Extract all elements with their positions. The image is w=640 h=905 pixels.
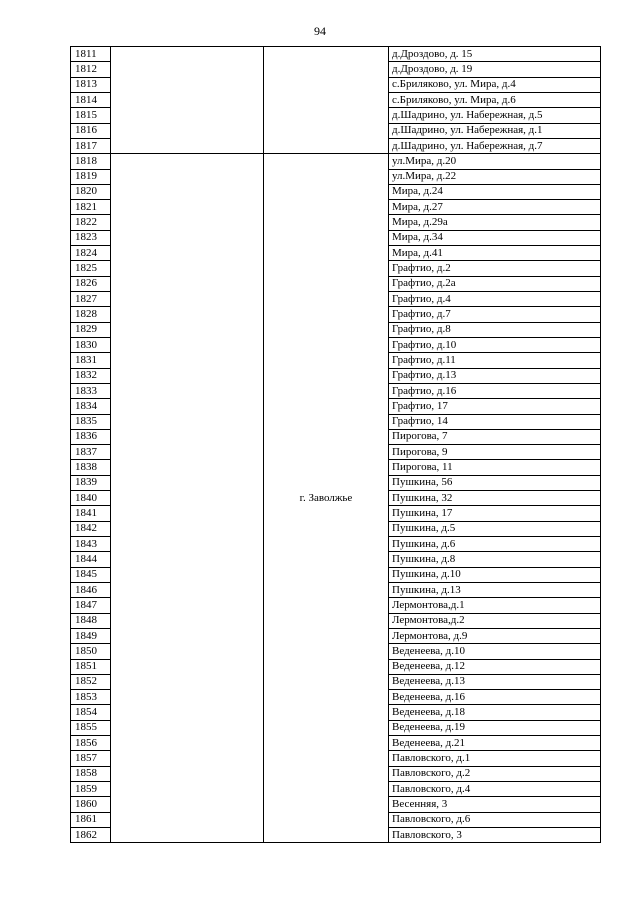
row-number-cell: 1857: [71, 751, 111, 766]
row-number-cell: 1846: [71, 582, 111, 597]
address-cell: Графтио, д.11: [389, 353, 601, 368]
row-number-cell: 1832: [71, 368, 111, 383]
address-cell: Графтио, д.2а: [389, 276, 601, 291]
row-number-cell: 1859: [71, 782, 111, 797]
address-cell: Павловского, д.4: [389, 782, 601, 797]
row-number-cell: 1845: [71, 567, 111, 582]
address-cell: ул.Мира, д.22: [389, 169, 601, 184]
address-cell: Пушкина, д.5: [389, 521, 601, 536]
address-cell: Пушкина, 32: [389, 491, 601, 506]
address-cell: д.Шадрино, ул. Набережная, д.5: [389, 108, 601, 123]
address-cell: Пушкина, д.10: [389, 567, 601, 582]
address-cell: Графтио, д.4: [389, 292, 601, 307]
address-cell: Павловского, д.2: [389, 766, 601, 781]
address-cell: д.Дроздово, д. 19: [389, 62, 601, 77]
address-cell: Веденеева, д.13: [389, 674, 601, 689]
address-cell: Веденеева, д.21: [389, 736, 601, 751]
address-cell: Павловского, д.1: [389, 751, 601, 766]
locality-cell: г. Заволжье: [264, 154, 389, 843]
row-number-cell: 1817: [71, 138, 111, 153]
address-cell: Мира, д.29а: [389, 215, 601, 230]
address-cell: с.Бриляково, ул. Мира, д.6: [389, 92, 601, 107]
row-number-cell: 1858: [71, 766, 111, 781]
address-cell: Мира, д.24: [389, 184, 601, 199]
row-number-cell: 1828: [71, 307, 111, 322]
address-cell: д.Дроздово, д. 15: [389, 47, 601, 62]
row-number-cell: 1851: [71, 659, 111, 674]
row-number-cell: 1833: [71, 383, 111, 398]
row-number-cell: 1855: [71, 720, 111, 735]
district-cell: [111, 47, 264, 154]
address-cell: Пирогова, 7: [389, 429, 601, 444]
row-number-cell: 1850: [71, 644, 111, 659]
address-cell: Веденеева, д.10: [389, 644, 601, 659]
row-number-cell: 1840: [71, 491, 111, 506]
row-number-cell: 1838: [71, 460, 111, 475]
address-cell: Графтио, д.8: [389, 322, 601, 337]
address-cell: Лермонтова,д.2: [389, 613, 601, 628]
row-number-cell: 1821: [71, 200, 111, 215]
row-number-cell: 1847: [71, 598, 111, 613]
row-number-cell: 1812: [71, 62, 111, 77]
row-number-cell: 1822: [71, 215, 111, 230]
row-number-cell: 1830: [71, 337, 111, 352]
address-cell: Веденеева, д.16: [389, 690, 601, 705]
row-number-cell: 1844: [71, 552, 111, 567]
row-number-cell: 1856: [71, 736, 111, 751]
row-number-cell: 1823: [71, 230, 111, 245]
row-number-cell: 1816: [71, 123, 111, 138]
address-cell: Графтио, д.10: [389, 337, 601, 352]
row-number-cell: 1843: [71, 537, 111, 552]
row-number-cell: 1814: [71, 92, 111, 107]
row-number-cell: 1829: [71, 322, 111, 337]
row-number-cell: 1853: [71, 690, 111, 705]
row-number-cell: 1839: [71, 475, 111, 490]
address-cell: ул.Мира, д.20: [389, 154, 601, 169]
address-cell: Графтио, д.13: [389, 368, 601, 383]
address-cell: Весенняя, 3: [389, 797, 601, 812]
address-cell: Мира, д.34: [389, 230, 601, 245]
row-number-cell: 1852: [71, 674, 111, 689]
table-row: [71, 47, 601, 62]
row-number-cell: 1820: [71, 184, 111, 199]
address-cell: Пирогова, 11: [389, 460, 601, 475]
row-number-cell: 1834: [71, 399, 111, 414]
row-number-cell: 1841: [71, 506, 111, 521]
address-cell: с.Бриляково, ул. Мира, д.4: [389, 77, 601, 92]
row-number-cell: 1861: [71, 812, 111, 827]
address-cell: Графтио, д.16: [389, 383, 601, 398]
address-cell: Веденеева, д.19: [389, 720, 601, 735]
address-cell: д.Шадрино, ул. Набережная, д.1: [389, 123, 601, 138]
district-cell: [111, 154, 264, 843]
address-cell: Пирогова, 9: [389, 445, 601, 460]
address-cell: Графтио, д.2: [389, 261, 601, 276]
address-cell: Веденеева, д.12: [389, 659, 601, 674]
address-table-body: [71, 47, 601, 843]
address-cell: Мира, д.41: [389, 246, 601, 261]
row-number-cell: 1860: [71, 797, 111, 812]
row-number-cell: 1813: [71, 77, 111, 92]
address-cell: Пушкина, 56: [389, 475, 601, 490]
address-table: [70, 46, 601, 843]
locality-cell: [264, 47, 389, 154]
row-number-cell: 1836: [71, 429, 111, 444]
address-cell: Пушкина, д.6: [389, 537, 601, 552]
row-number-cell: 1848: [71, 613, 111, 628]
address-cell: Пушкина, д.13: [389, 582, 601, 597]
row-number-cell: 1849: [71, 628, 111, 643]
row-number-cell: 1842: [71, 521, 111, 536]
address-cell: Графтио, 14: [389, 414, 601, 429]
page-number: 94: [314, 24, 326, 38]
row-number-cell: 1818: [71, 154, 111, 169]
table-row: [71, 154, 601, 169]
row-number-cell: 1854: [71, 705, 111, 720]
address-cell: д.Шадрино, ул. Набережная, д.7: [389, 138, 601, 153]
row-number-cell: 1819: [71, 169, 111, 184]
address-cell: Графтио, 17: [389, 399, 601, 414]
address-cell: Пушкина, 17: [389, 506, 601, 521]
row-number-cell: 1862: [71, 827, 111, 842]
row-number-cell: 1825: [71, 261, 111, 276]
address-cell: Мира, д.27: [389, 200, 601, 215]
row-number-cell: 1811: [71, 47, 111, 62]
row-number-cell: 1826: [71, 276, 111, 291]
address-cell: Графтио, д.7: [389, 307, 601, 322]
address-cell: Лермонтова, д.9: [389, 628, 601, 643]
row-number-cell: 1815: [71, 108, 111, 123]
row-number-cell: 1837: [71, 445, 111, 460]
address-cell: Лермонтова,д.1: [389, 598, 601, 613]
row-number-cell: 1831: [71, 353, 111, 368]
address-cell: Пушкина, д.8: [389, 552, 601, 567]
address-cell: Веденеева, д.18: [389, 705, 601, 720]
row-number-cell: 1827: [71, 292, 111, 307]
row-number-cell: 1835: [71, 414, 111, 429]
address-cell: Павловского, д.6: [389, 812, 601, 827]
address-cell: Павловского, 3: [389, 827, 601, 842]
row-number-cell: 1824: [71, 246, 111, 261]
